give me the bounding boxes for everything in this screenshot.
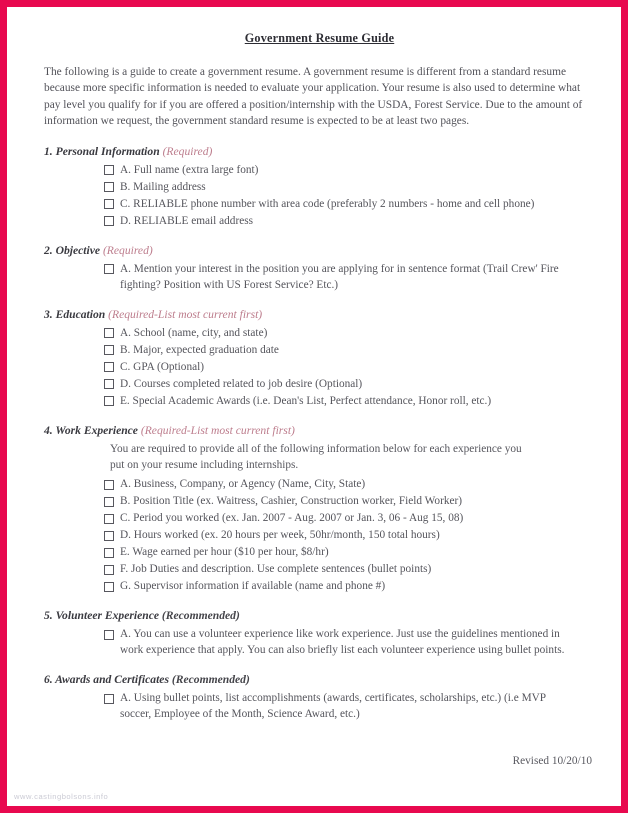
checkbox-icon[interactable] — [104, 694, 114, 704]
checklist-item[interactable] — [104, 561, 595, 577]
resume-section — [44, 243, 595, 293]
checklist — [44, 325, 595, 409]
checklist-item-label: B. Position Title (ex. Waitress, Cashier, Construction worker, Field Worker) — [120, 495, 463, 508]
resume-section — [44, 307, 595, 409]
checkbox-icon[interactable] — [104, 199, 114, 209]
checklist-item[interactable] — [104, 261, 595, 293]
section-note: You are required to provide all of the following information below for each experience you put on your resume including internships. — [110, 442, 522, 471]
checklist — [44, 476, 595, 594]
page-border-left — [0, 0, 7, 813]
checklist-item[interactable] — [104, 690, 595, 722]
checkbox-icon[interactable] — [104, 396, 114, 406]
checklist — [44, 690, 595, 722]
section-heading — [44, 307, 595, 322]
checklist-item[interactable] — [104, 626, 595, 658]
section-qualifier: (Recommended) — [161, 609, 240, 623]
section-number: 3. — [44, 307, 53, 321]
checklist-item[interactable] — [104, 544, 595, 560]
checklist-item-label: D. RELIABLE email address — [120, 214, 254, 227]
checkbox-icon[interactable] — [104, 182, 114, 192]
checklist-item-label: A. Using bullet points, list accomplishments (awards, certificates, scholarships, etc.) (i.e MVP soccer, Employee of the Month, Science Award, etc.) — [120, 692, 546, 721]
checklist-item-label: C. Period you worked (ex. Jan. 2007 - Aug. 2007 or Jan. 3, 06 - Aug 15, 08) — [120, 512, 464, 525]
checkbox-icon[interactable] — [104, 497, 114, 507]
checklist — [44, 162, 595, 229]
section-title: Work Experience — [55, 423, 138, 437]
checklist-item[interactable] — [104, 342, 595, 358]
section-number: 2. — [44, 243, 53, 257]
section-qualifier: (Required) — [102, 243, 153, 257]
checklist-item[interactable] — [104, 376, 595, 392]
checklist-item-label: D. Courses completed related to job desire (Optional) — [120, 377, 363, 390]
section-title: Awards and Certificates — [55, 673, 169, 687]
checklist-item-label: A. School (name, city, and state) — [120, 326, 268, 339]
resume-section — [44, 608, 595, 658]
checklist-item[interactable] — [104, 196, 595, 212]
intro-paragraph: The following is a guide to create a government resume. A government resume is different from a standard resume because more specific information is needed to evaluate your application. Your resume is also used to determine what pay level you qualify for if you are offered a position/internship with the USDA, Forest Service. Due to the amount of information we request, the government standard resume is expected to be at least two pages. — [44, 66, 583, 128]
checkbox-icon[interactable] — [104, 362, 114, 372]
checkbox-icon[interactable] — [104, 548, 114, 558]
checklist-item-label: D. Hours worked (ex. 20 hours per week, 50hr/month, 150 total hours) — [120, 529, 440, 542]
checklist-item[interactable] — [104, 359, 595, 375]
section-qualifier: (Required) — [162, 144, 213, 158]
section-qualifier: (Required-List most current first) — [108, 307, 263, 321]
resume-section — [44, 672, 595, 722]
checkbox-icon[interactable] — [104, 480, 114, 490]
page-border-top — [0, 0, 628, 7]
checklist-item-label: B. Mailing address — [120, 180, 206, 193]
checklist-item-label: E. Special Academic Awards (i.e. Dean's List, Perfect attendance, Honor roll, etc.) — [120, 394, 492, 407]
section-number: 6. — [44, 673, 53, 687]
section-qualifier: (Recommended) — [171, 673, 250, 687]
section-number: 5. — [44, 609, 53, 623]
checklist-item-label: A. Full name (extra large font) — [120, 163, 259, 176]
checklist-item-label: B. Major, expected graduation date — [120, 343, 279, 356]
page-title: Government Resume Guide — [244, 31, 395, 45]
checklist-item[interactable] — [104, 325, 595, 341]
checklist-item-label: A. Business, Company, or Agency (Name, City, State) — [120, 478, 366, 491]
checklist-item-label: C. GPA (Optional) — [120, 360, 205, 373]
checklist-item-label: E. Wage earned per hour ($10 per hour, $8/hr) — [120, 546, 329, 559]
checklist-item[interactable] — [104, 476, 595, 492]
checkbox-icon[interactable] — [104, 345, 114, 355]
resume-section — [44, 144, 595, 229]
checkbox-icon[interactable] — [104, 565, 114, 575]
section-number: 4. — [44, 423, 53, 437]
checklist — [44, 626, 595, 658]
checkbox-icon[interactable] — [104, 630, 114, 640]
resume-section — [44, 423, 595, 594]
checkbox-icon[interactable] — [104, 379, 114, 389]
checklist-item-label: A. You can use a volunteer experience like work experience. Just use the guidelines mentioned in work experience that apply. You can also briefly list each volunteer experience using bullet points. — [120, 628, 565, 657]
sections-list — [44, 144, 595, 722]
checklist-item[interactable] — [104, 527, 595, 543]
checklist-item-label: G. Supervisor information if available (name and phone #) — [120, 580, 386, 593]
checkbox-icon[interactable] — [104, 582, 114, 592]
page-border-right — [621, 0, 628, 813]
revision-date: Revised 10/20/10 — [512, 755, 592, 767]
checklist-item[interactable] — [104, 162, 595, 178]
checklist — [44, 261, 595, 293]
checklist-item[interactable] — [104, 493, 595, 509]
checklist-item-label: F. Job Duties and description. Use complete sentences (bullet points) — [120, 563, 432, 576]
watermark: www.castingbolsons.info — [14, 792, 109, 801]
section-title: Objective — [55, 243, 101, 257]
section-heading — [44, 144, 595, 159]
page-content — [7, 7, 621, 806]
section-title: Personal Information — [55, 144, 160, 158]
section-heading — [44, 608, 595, 623]
checklist-item[interactable] — [104, 393, 595, 409]
checkbox-icon[interactable] — [104, 165, 114, 175]
section-number: 1. — [44, 144, 53, 158]
checklist-item-label: C. RELIABLE phone number with area code (preferably 2 numbers - home and cell phone) — [120, 197, 535, 210]
section-heading — [44, 243, 595, 258]
checklist-item[interactable] — [104, 179, 595, 195]
section-title: Volunteer Experience — [55, 609, 159, 623]
checklist-item[interactable] — [104, 578, 595, 594]
checkbox-icon[interactable] — [104, 216, 114, 226]
checkbox-icon[interactable] — [104, 514, 114, 524]
checkbox-icon[interactable] — [104, 328, 114, 338]
page-border-bottom — [0, 806, 628, 813]
checklist-item[interactable] — [104, 510, 595, 526]
checkbox-icon[interactable] — [104, 264, 114, 274]
checkbox-icon[interactable] — [104, 531, 114, 541]
section-title: Education — [55, 307, 106, 321]
section-qualifier: (Required-List most current first) — [140, 423, 295, 437]
checklist-item[interactable] — [104, 213, 595, 229]
section-heading — [44, 423, 595, 438]
section-heading — [44, 672, 595, 687]
checklist-item-label: A. Mention your interest in the position you are applying for in sentence format (Trail Crew' Fire fighting? Position with US Forest Service? Etc.) — [120, 262, 559, 291]
